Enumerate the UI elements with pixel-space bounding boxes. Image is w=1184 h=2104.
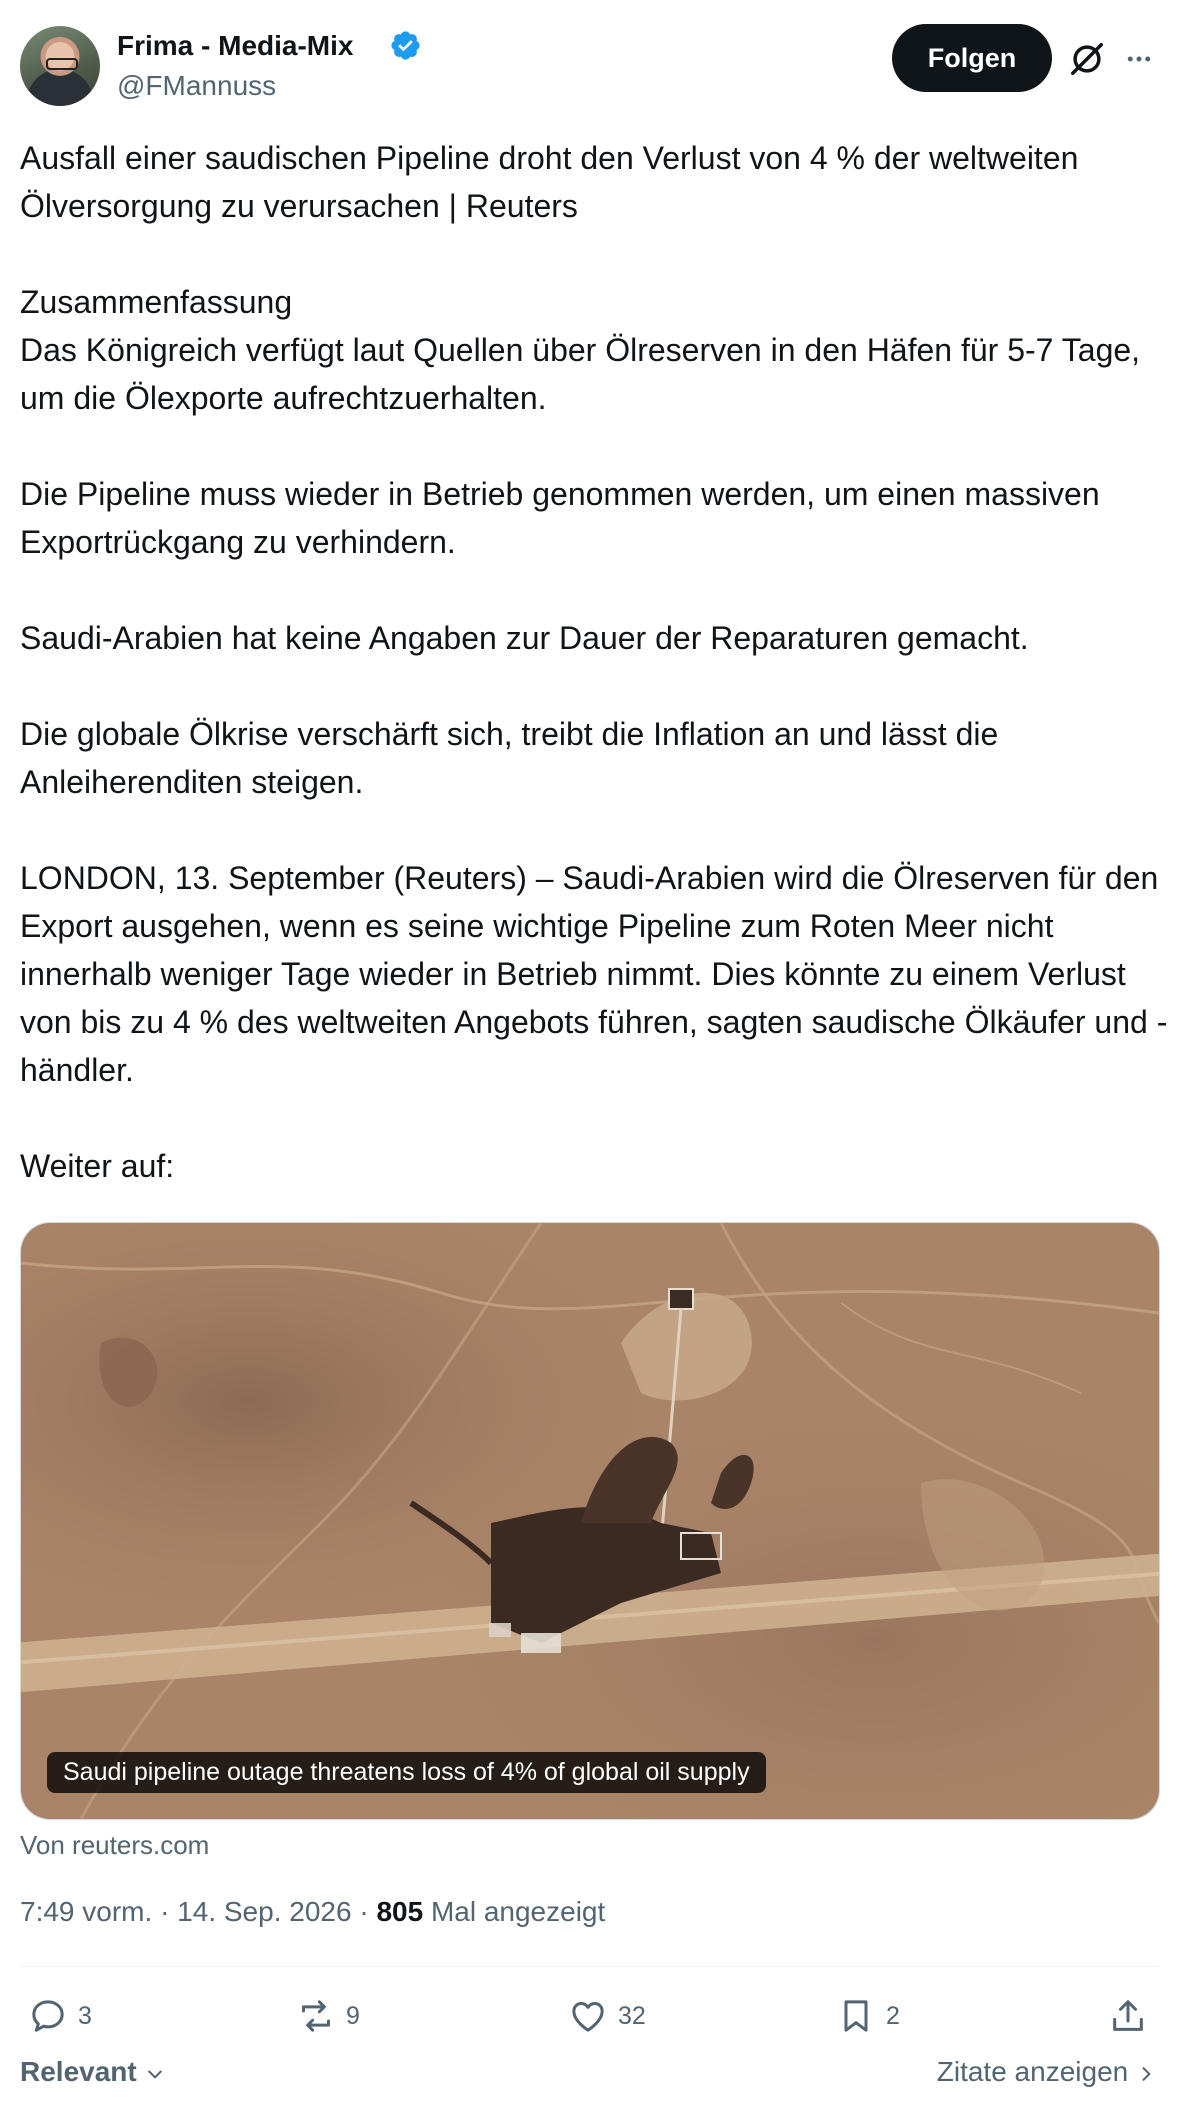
follow-button[interactable]: Folgen (892, 24, 1052, 92)
verified-badge-icon (389, 29, 422, 62)
satellite-image (21, 1223, 1159, 1819)
repost-icon (296, 1996, 336, 2036)
like-icon (568, 1996, 608, 2036)
repost-button[interactable] (296, 1994, 360, 2038)
reply-count: 3 (78, 2001, 92, 2030)
sort-label: Relevant (20, 2056, 137, 2087)
avatar[interactable] (20, 26, 100, 106)
post-date[interactable]: 14. Sep. 2026 (177, 1896, 352, 1927)
author-name[interactable]: Frima - Media-Mix (117, 30, 354, 61)
more-icon[interactable] (1122, 44, 1156, 74)
author-handle[interactable]: @FMannuss (117, 70, 277, 101)
link-source[interactable]: Von reuters.com (20, 1830, 210, 1860)
show-quotes-link[interactable] (937, 2056, 1156, 2088)
share-icon (1108, 1996, 1148, 2036)
link-card-caption: Saudi pipeline outage threatens loss of 4% of global oil supply (47, 1752, 766, 1793)
meta-separator: · (359, 1896, 369, 1927)
quotes-label: Zitate anzeigen (936, 2056, 1129, 2087)
bookmark-count: 2 (886, 2001, 900, 2030)
grok-icon[interactable] (1068, 40, 1106, 78)
bookmark-icon (836, 1996, 876, 2036)
reply-icon (28, 1996, 68, 2036)
post-time[interactable]: 7:49 vorm. (20, 1896, 153, 1927)
like-button[interactable] (568, 1994, 646, 2038)
sort-dropdown[interactable] (20, 2056, 165, 2088)
chevron-down-icon (145, 2064, 165, 2084)
link-card[interactable] (20, 1222, 1160, 1820)
repost-count: 9 (346, 2001, 360, 2030)
post-text: Ausfall einer saudischen Pipeline droht den Verlust von 4 % der weltweiten Ölversorgung zu verursachen | Reuters Zusammenfassung Das Königreich verfügt laut Quellen über Ölreserven in den Häfen für 5-7 Tage, um die Ölexporte aufrechtzuerhalten. Die Pipeline muss wieder in Betrieb genommen werden, um einen massiven Exportrückgang zu verhindern. Saudi-Arabien hat keine Angaben zur Dauer der Reparaturen gemacht. Die globale Ölkrise verschärft sich, treibt die Inflation an und lässt die Anleiherenditen steigen. LONDON, 13. September (Reuters) – Saudi-Arabien wird die Ölreserven für den Export ausgehen, wenn es seine wichtige Pipeline zum Roten Meer nicht innerhalb weniger Tage wieder in Betrieb nimmt. Dies könnte zu einem Verlust von bis zu 4 % des weltweiten Angebots führen, sagten saudische Ölkäufer und -händler. Weiter auf: (20, 140, 1168, 1184)
divider (20, 1966, 1158, 1967)
chevron-right-icon (1136, 2064, 1156, 2084)
reply-button[interactable] (28, 1994, 92, 2038)
like-count: 32 (618, 2001, 646, 2030)
post-meta (20, 1896, 605, 1928)
bookmark-button[interactable] (836, 1994, 900, 2038)
view-label: Mal angezeigt (430, 1896, 606, 1927)
view-count: 805 (376, 1896, 424, 1927)
share-button[interactable] (1108, 1994, 1148, 2038)
meta-separator: · (160, 1896, 170, 1927)
